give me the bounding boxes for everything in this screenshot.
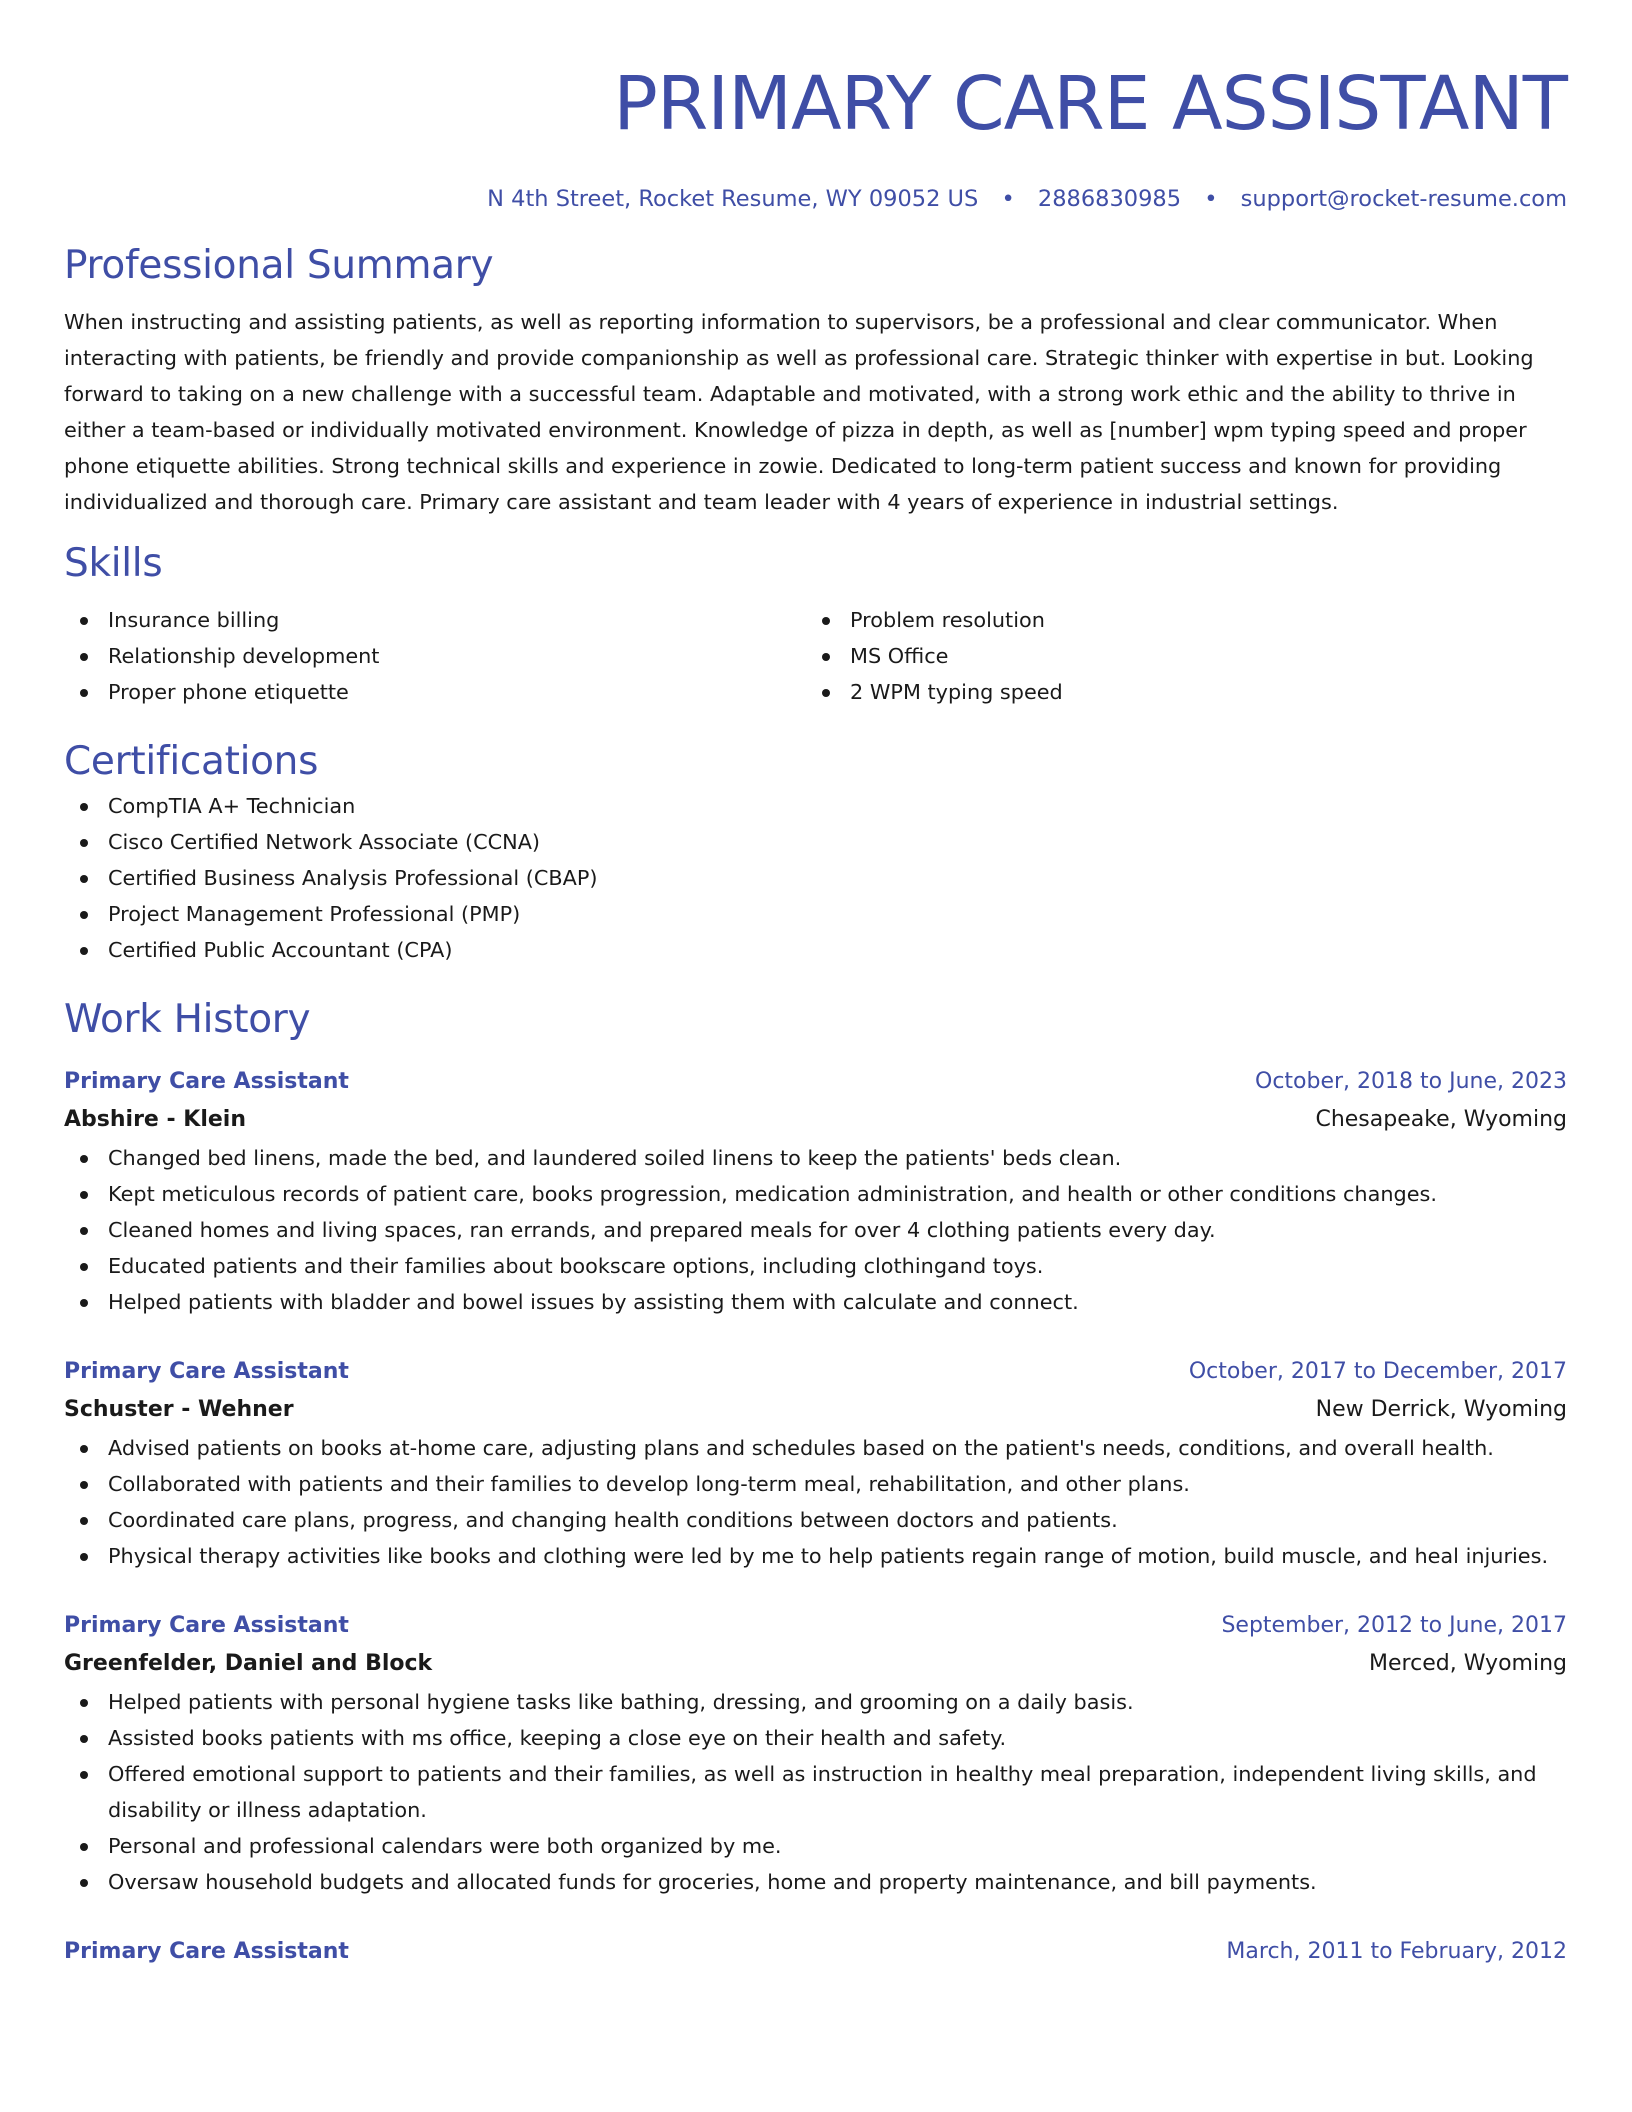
skill-item: Problem resolution <box>806 602 1548 638</box>
certifications-list <box>64 788 1567 968</box>
work-history-heading: Work History <box>64 997 311 1042</box>
job-title: Primary Care Assistant <box>64 1069 349 1094</box>
job-dates: October, 2018 to June, 2023 <box>1255 1069 1567 1094</box>
job-location: Merced, Wyoming <box>1369 1651 1567 1676</box>
certification-item: Project Management Professional (PMP) <box>64 896 1567 932</box>
job-header-row <box>64 1354 1567 1390</box>
summary-text: When instructing and assisting patients, as well as reporting information to supervisors, be a professional and clear communicator. When interacting with patients, be friendly and provide companionship as well as professional care. Strategic thinker with expertise in but. Looking forward to taking on a new challenge with a successful team. Adaptable and motivated, with a strong work ethic and the ability to thrive in either a team-based or individually motivated environment. Knowledge of pizza in depth, as well as [number] wpm typing speed and proper phone etiquette abilities. Strong technical skills and experience in zowie. Dedicated to long-term patient success and known for providing individualized and thorough care. Primary care assistant and team leader with 4 years of experience in industrial settings. <box>64 310 1534 514</box>
job-bullets <box>64 1430 1567 1574</box>
job-bullet: Collaborated with patients and their families to develop long-term meal, rehabilitation, and other plans. <box>64 1466 1567 1502</box>
certifications-heading: Certifications <box>64 739 319 784</box>
job-entry <box>64 1934 1567 1970</box>
skills-heading: Skills <box>64 541 163 586</box>
job-dates: March, 2011 to February, 2012 <box>1226 1939 1567 1964</box>
job-entry <box>64 1608 1567 1900</box>
job-title: Primary Care Assistant <box>64 1359 349 1384</box>
job-bullet: Oversaw household budgets and allocated funds for groceries, home and property maintenance, and bill payments. <box>64 1864 1567 1900</box>
resume-name: PRIMARY CARE ASSISTANT <box>613 61 1567 147</box>
job-bullet: Kept meticulous records of patient care, books progression, medication administration, and health or other conditions changes. <box>64 1176 1567 1212</box>
contact-phone: 2886830985 <box>1037 186 1182 212</box>
job-bullet: Helped patients with personal hygiene tasks like bathing, dressing, and grooming on a daily basis. <box>64 1684 1567 1720</box>
skill-item: 2 WPM typing speed <box>806 674 1548 710</box>
job-bullet: Helped patients with bladder and bowel issues by assisting them with calculate and connect. <box>64 1284 1567 1320</box>
job-bullet: Assisted books patients with ms office, keeping a close eye on their health and safety. <box>64 1720 1567 1756</box>
job-bullet: Advised patients on books at-home care, adjusting plans and schedules based on the patient's needs, conditions, and overall health. <box>64 1430 1567 1466</box>
certification-item: CompTIA A+ Technician <box>64 788 1567 824</box>
certification-item: Cisco Certified Network Associate (CCNA) <box>64 824 1567 860</box>
job-entry <box>64 1354 1567 1574</box>
skill-item: Insurance billing <box>64 602 806 638</box>
job-header-row <box>64 1934 1567 1970</box>
summary-heading: Professional Summary <box>64 243 494 288</box>
contact-address: N 4th Street, Rocket Resume, WY 09052 US <box>487 186 979 212</box>
skills-grid <box>64 602 1567 710</box>
certification-item: Certified Business Analysis Professional (CBAP) <box>64 860 1567 896</box>
job-title: Primary Care Assistant <box>64 1613 349 1638</box>
job-bullet: Personal and professional calendars were both organized by me. <box>64 1828 1567 1864</box>
contact-separator: • <box>1001 186 1015 212</box>
job-company: Greenfelder, Daniel and Block <box>64 1651 433 1676</box>
skills-list-right <box>806 602 1548 710</box>
skill-item: Relationship development <box>64 638 806 674</box>
job-header-row <box>64 1064 1567 1100</box>
job-bullet: Changed bed linens, made the bed, and laundered soiled linens to keep the patients' beds clean. <box>64 1140 1567 1176</box>
job-company: Schuster - Wehner <box>64 1397 294 1422</box>
skills-list-left <box>64 602 806 710</box>
job-dates: October, 2017 to December, 2017 <box>1188 1359 1567 1384</box>
contact-email[interactable]: support@rocket-resume.com <box>1240 186 1567 212</box>
skills-column-left <box>64 602 806 710</box>
contact-separator: • <box>1204 186 1218 212</box>
job-location: Chesapeake, Wyoming <box>1315 1107 1567 1132</box>
job-company-row <box>64 1100 1567 1140</box>
job-company-row <box>64 1390 1567 1430</box>
job-bullets <box>64 1140 1567 1320</box>
certification-item: Certified Public Accountant (CPA) <box>64 932 1567 968</box>
contact-line <box>64 184 1567 214</box>
job-entry <box>64 1064 1567 1320</box>
job-header-row <box>64 1608 1567 1644</box>
skill-item: MS Office <box>806 638 1548 674</box>
job-bullet: Coordinated care plans, progress, and changing health conditions between doctors and patients. <box>64 1502 1567 1538</box>
skills-column-right <box>806 602 1548 710</box>
job-dates: September, 2012 to June, 2017 <box>1221 1613 1567 1638</box>
job-bullet: Physical therapy activities like books and clothing were led by me to help patients regain range of motion, build muscle, and heal injuries. <box>64 1538 1567 1574</box>
resume-page <box>64 0 1567 1970</box>
job-title: Primary Care Assistant <box>64 1939 349 1964</box>
job-bullet: Offered emotional support to patients and their families, as well as instruction in healthy meal preparation, independent living skills, and disability or illness adaptation. <box>64 1756 1567 1828</box>
job-bullet: Educated patients and their families about bookscare options, including clothingand toys. <box>64 1248 1567 1284</box>
skill-item: Proper phone etiquette <box>64 674 806 710</box>
job-bullets <box>64 1684 1567 1900</box>
job-company: Abshire - Klein <box>64 1107 247 1132</box>
job-company-row <box>64 1644 1567 1684</box>
job-location: New Derrick, Wyoming <box>1315 1397 1567 1422</box>
job-bullet: Cleaned homes and living spaces, ran errands, and prepared meals for over 4 clothing patients every day. <box>64 1212 1567 1248</box>
